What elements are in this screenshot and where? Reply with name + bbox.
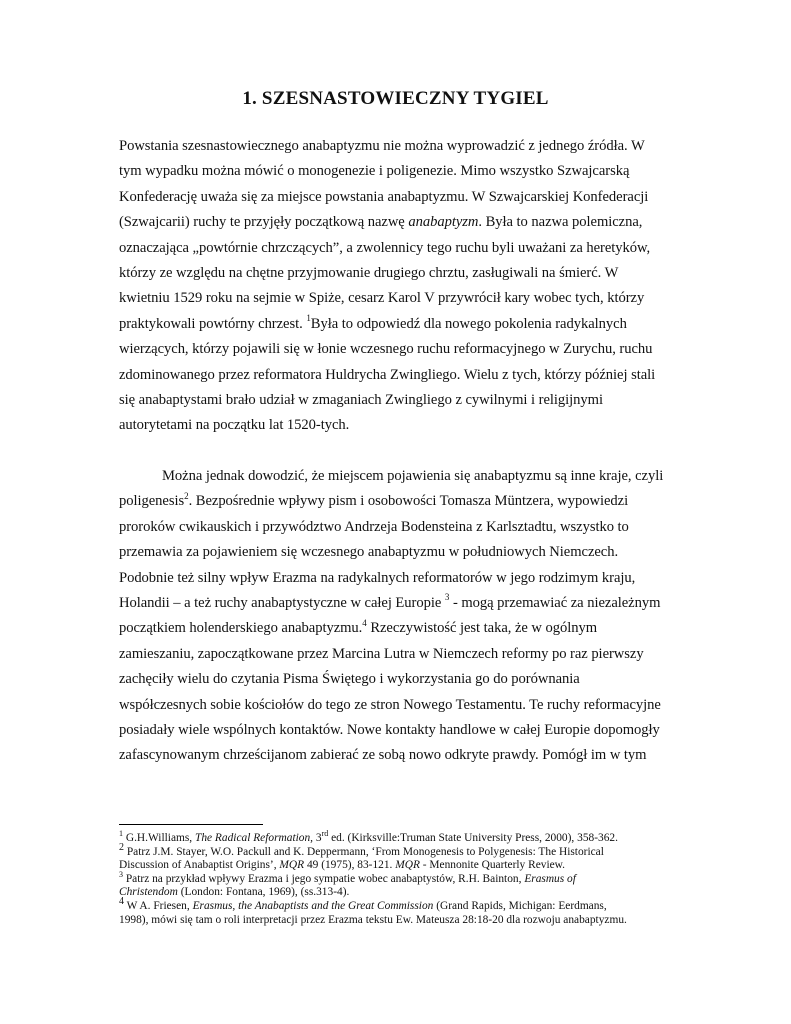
text-line: autorytetami na początku lat 1520-tych. bbox=[119, 417, 350, 434]
text-run: Patrz na przykład wpływy Erazma i jego sympatie wobec anabaptystów, R.H. Bainton, bbox=[123, 872, 525, 885]
footnote-ref-1[interactable]: 1 bbox=[306, 312, 311, 323]
footnote-4 bbox=[119, 896, 689, 914]
footnote-3 bbox=[119, 869, 689, 887]
italic-title: Erasmus of bbox=[524, 872, 576, 885]
text-line: się anabaptystami brało udział w zmaganiach Zwingliego z cywilnymi i religijnymi bbox=[119, 392, 603, 409]
text-run: ed. (Kirksville:Truman State University Press, 2000), 358-362. bbox=[328, 832, 618, 844]
text-line bbox=[119, 616, 679, 641]
footnote-ref-4[interactable]: 4 bbox=[362, 617, 367, 628]
text-run: Discussion of Anabaptist Origins’, bbox=[119, 859, 280, 872]
text-run: . Bezpośrednie wpływy pism i osobowości Tomasza Müntzera, wypowiedzi bbox=[188, 493, 629, 510]
text-run: W A. Friesen, bbox=[124, 899, 193, 912]
text-run: początkiem holenderskiego anabaptyzmu. bbox=[119, 620, 363, 637]
text-run: Rzeczywistość jest taka, że w ogólnym bbox=[366, 620, 598, 637]
footnote-number: 1 bbox=[119, 829, 123, 839]
text-run: (Szwajcarii) ruchy te przyjęły początkową nazwę bbox=[119, 214, 409, 231]
paragraph-2 bbox=[119, 464, 679, 769]
text-line: zdominowanego przez reformatora Huldrycha Zwingliego. Wielu z tych, którzy później stali bbox=[119, 366, 656, 383]
footnote-ref-2[interactable]: 2 bbox=[184, 490, 189, 501]
text-run: 3 bbox=[313, 832, 322, 844]
footnotes bbox=[119, 829, 689, 927]
footnote-2-cont bbox=[119, 859, 689, 873]
italic-title: Erasmus, the Anabaptists and the Great Commission bbox=[192, 899, 434, 912]
text-run: (Grand Rapids, Michigan: Eerdmans, bbox=[433, 899, 607, 912]
footnote-number: 3 bbox=[119, 869, 123, 879]
text-line: Konfederację uważa się za miejsce powstania anabaptyzmu. W Szwajcarskiej Konfederacji bbox=[119, 188, 649, 205]
text-run: G.H.Williams, bbox=[123, 832, 195, 844]
text-line: Podobnie też silny wpływ Erazma na radykalnych reformatorów w jego rodzimym kraju, bbox=[119, 569, 636, 586]
text-line bbox=[119, 312, 679, 337]
text-line: posiadały wiele wspólnych kontaktów. Nowe kontakty handlowe w całej Europie dopomogły bbox=[119, 722, 660, 739]
ordinal-suffix: rd bbox=[321, 829, 329, 839]
text-line: tym wypadku można mówić o monogenezie i poligenezie. Mimo wszystko Szwajcarską bbox=[119, 163, 630, 180]
chapter-title: 1. SZESNASTOWIECZNY TYGIEL bbox=[242, 88, 549, 109]
text-line bbox=[119, 489, 679, 514]
text-run: - mogą przemawiać za niezależnym bbox=[449, 595, 661, 612]
footnote-number: 4 bbox=[119, 896, 124, 908]
italic-term: anabaptyzm bbox=[408, 214, 479, 231]
footnote-4-cont: 1998), mówi się tam o roli interpretacji przez Erazma tekstu Ew. Mateusza 28:18-20 dla rozwoju anabaptyzmu. bbox=[119, 913, 627, 926]
text-line: proroków cwikauskich i przywództwo Andrzeja Bodensteina z Karlsztadtu, wszystko to bbox=[119, 518, 629, 535]
text-line: Powstania szesnastowiecznego anabaptyzmu nie można wyprowadzić z jednego źródła. W bbox=[119, 138, 645, 154]
text-line: przemawia za pojawieniem się wczesnego anabaptyzmu w południowych Niemczech. bbox=[119, 544, 619, 561]
text-run: Patrz J.M. Stayer, W.O. Packull and K. Deppermann, ‘From Monogenesis to Polygenesis: The Historical bbox=[124, 845, 604, 858]
footnote-separator bbox=[119, 824, 263, 825]
text-run: (London: Fontana, 1969), (ss.313-4). bbox=[177, 886, 350, 899]
text-line: kwietniu 1529 roku na sejmie w Spiże, cesarz Karol V przywrócił kary wobec tych, którzy bbox=[119, 290, 645, 307]
footnote-1 bbox=[119, 829, 689, 846]
text-line: Można jednak dowodzić, że miejscem pojawienia się anabaptyzmu są inne kraje, czyli bbox=[162, 468, 664, 484]
text-line: zamieszaniu, zapoczątkowane przez Marcina Lutra w Niemczech reformy po raz pierwszy bbox=[119, 645, 644, 662]
italic-title: MQR bbox=[279, 859, 305, 872]
text-line: zafascynowanym chrześcijanom zabierać ze sobą nowo odkryte prawdy. Pomógł im w tym bbox=[119, 747, 647, 764]
footnote-ref-3[interactable]: 3 bbox=[444, 592, 450, 603]
text-run: . Była to nazwa polemiczna, bbox=[478, 214, 643, 231]
text-line: którzy ze względu na chętne przyjmowanie drugiego chrztu, zasługiwali na śmierć. W bbox=[119, 265, 619, 282]
text-run: 49 (1975), 83-121. bbox=[304, 859, 396, 872]
text-line: oznaczająca „powtórnie chrzczących”, a zwolennicy tego ruchu byli uważani za heretyków, bbox=[119, 239, 651, 256]
text-line: współczesnych sobie kościołów do tego ze stron Nowego Testamentu. Te ruchy reformacyjne bbox=[119, 696, 661, 713]
italic-title: The Radical Reformation, bbox=[195, 832, 314, 844]
text-run: Holandii – a też ruchy anabaptystyczne w całej Europie bbox=[119, 595, 445, 612]
text-run: poligenesis bbox=[119, 493, 185, 510]
footnote-2 bbox=[119, 841, 689, 860]
italic-title: MQR - bbox=[395, 859, 427, 872]
text-line: zachęciły wielu do czytania Pisma Świętego i wykorzystania go do porównania bbox=[119, 671, 580, 688]
footnote-number: 2 bbox=[119, 841, 124, 853]
text-run: Była to odpowiedź dla nowego pokolenia radykalnych bbox=[310, 315, 627, 332]
text-run: praktykowali powtórny chrzest. bbox=[119, 315, 307, 332]
text-line: wierzących, którzy pojawili się w łonie wczesnego ruchu reformacyjnego w Zurychu, ruchu bbox=[119, 341, 653, 358]
text-line bbox=[119, 210, 679, 235]
italic-title: Christendom bbox=[119, 886, 178, 899]
footnote-3-cont bbox=[119, 886, 689, 900]
text-run: Mennonite Quarterly Review. bbox=[426, 859, 566, 872]
paragraph-1 bbox=[119, 134, 679, 439]
text-line bbox=[119, 591, 679, 616]
